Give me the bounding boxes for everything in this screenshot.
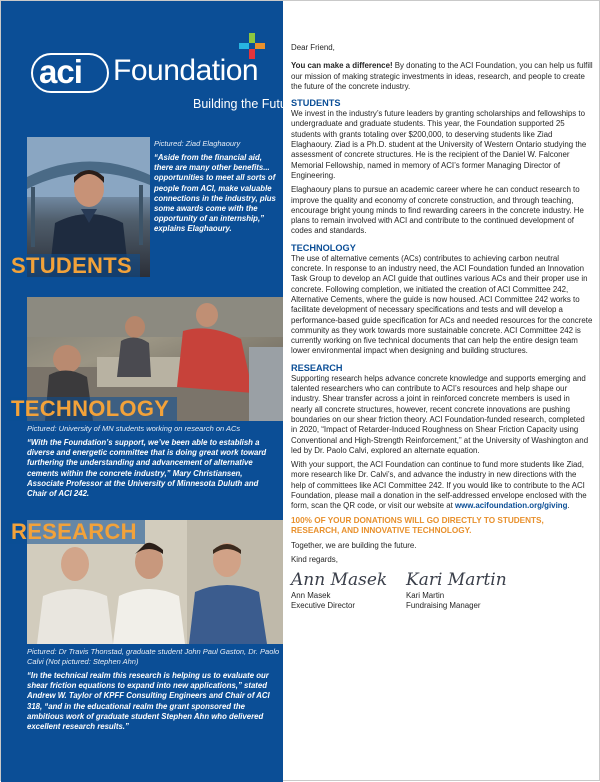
students-caption: Pictured: Ziad Elaghaoury [154, 139, 241, 148]
research-heading: RESEARCH [291, 362, 343, 373]
aci-foundation-logo [21, 31, 298, 111]
technology-heading: TECHNOLOGY [291, 242, 356, 253]
logo-aci-text: aci [39, 53, 82, 90]
giving-link[interactable]: www.acifoundation.org/giving [455, 501, 568, 511]
research-paragraph: Supporting research helps advance concrete knowledge and supports emerging and talented researchers who can contribute to ACI’s resources and help shape our industry. Shear transfer across a joint in reinforced concrete members is used in nearly all concrete structures, however, recent concrete innovations are pushing boundaries on our shear friction theory. ACI Foundation-funded research, completed in 2020, “Impact of Retarder-Induced Roughness on Shear Friction Capacity using Conventional and High-Strength Reinforcement,” at the University of Washington and led by Dr. Paolo Calvi, explored an alternate equation. [291, 373, 589, 455]
kari-martin-name: Kari Martin [406, 591, 445, 601]
technology-paragraph: The use of alternative cements (ACs) contributes to achieving carbon neutral concrete. In response to an industry need, the ACI Foundation funded an Innovation Task Group to develop an ACI guide that outlines various ACs and their proper use in concrete. Following completion, we initiated the creation of ACI Committee 242, Alternative Cements, where the guide is now housed. ACI Committee 242 works to facilitate development of necessary specifications and tests and will develop a performance-based guide specification for ACs and needed resources for the concrete community as they work towards more sustainable concrete. ACI Committee 242 is currently working on five technical documents that can help the entire design team lower environmental impact when designing and building structures. [291, 253, 593, 356]
students-section-label: STUDENTS [7, 254, 140, 278]
students-quote: “Aside from the financial aid, there are many other benefits... opportunities to meet all sorts of people from ACI, make valuable connections in the industry, plus some awards come with the opportunity of an internship,” explains Elaghaoury. [154, 153, 276, 234]
students-heading: STUDENTS [291, 98, 341, 109]
kari-martin-title: Fundraising Manager [406, 601, 481, 611]
kari-martin-signature-script: Kari Martin [406, 570, 507, 591]
closing-line: Together, we are building the future. [291, 540, 417, 550]
ann-masek-title: Executive Director [291, 601, 356, 611]
donation-callout: 100% OF YOUR DONATIONS WILL GO DIRECTLY TO STUDENTS, RESEARCH, AND INNOVATIVE TECHNOLOGY. [291, 515, 544, 536]
letter-body [291, 9, 593, 777]
signatures [291, 569, 593, 617]
ann-masek-signature-script: Ann Masek [291, 570, 388, 591]
left-sidebar [1, 1, 298, 782]
support-text: With your support, the ACI Foundation can continue to fund more students like Ziad, more research like Dr. Calvi’s, and advance the industry in new directions with the help of committees like ACI Committee 242. If you would like to contribute to the ACI Foundation, please mail a donation in the self-addressed envelope enclosed with the form, scan the QR code, or visit our website at [291, 460, 587, 511]
salutation: Dear Friend, [291, 43, 335, 52]
intro-paragraph [291, 61, 593, 92]
logo-tagline: Building the Future [193, 97, 298, 111]
signature-ann-masek [291, 569, 387, 611]
research-caption: Pictured: Dr Travis Thonstad, graduate student John Paul Gaston, Dr. Paolo Calvi (Not pictured: Stephen Ahn) [27, 647, 280, 666]
support-paragraph [291, 460, 593, 511]
support-end: . [567, 501, 570, 511]
students-paragraph-2: Elaghaoury plans to pursue an academic career where he can conduct research to improve the quality and economy of concrete construction, and through teaching, encourage bright young minds to find rewarding careers in the concrete industry. He plans to remain involved with ACI and contribute to the continued development of codes and standards. [291, 185, 584, 236]
research-section-label: RESEARCH [7, 520, 145, 544]
technology-caption: Pictured: University of MN students working on research on ACs [27, 424, 241, 433]
ann-masek-name: Ann Masek [291, 591, 331, 601]
logo-foundation-text: Foundation [113, 54, 259, 87]
intro-rest: By donating to the ACI Foundation, you can help us fulfill our mission of making strategic investments in ideas, research, and people to create the future of the concrete industry. [291, 61, 593, 91]
signature-kari-martin [406, 569, 507, 611]
research-quote: “In the technical realm this research is helping us to evaluate our shear friction equations to expand into new applications,” stated Andrew W. Taylor of KPFF Consulting Engineers and Chair of ACI 318, “and in the educational realm the grant sponsored the ambitious work of graduate student Stephen Ahn who delivered excellent research results.” [27, 671, 270, 732]
technology-quote: “With the Foundation’s support, we’ve been able to establish a diverse and energetic committee that is doing great work toward furthering the understanding and advancement of alternative cements within the concrete industry,” Mary Christiansen, Associate Professor at the University of Minnesota Duluth and Chair of ACI 242. [27, 438, 267, 499]
kind-regards: Kind regards, [291, 555, 338, 565]
intro-bold: You can make a difference! [291, 61, 393, 71]
technology-section-label: TECHNOLOGY [7, 397, 177, 421]
students-paragraph-1: We invest in the industry’s future leaders by granting scholarships and fellowships to undergraduate and graduate students. This year, the Foundation supported 25 students with grants totaling over $200,000, to deserving students like Ziad Elaghaoury. Ziad is a Ph.D. student at the University of Western Ontario studying the assessment of concrete structures. He is the recipient of the Daniel W. Falconer Memorial Fellowship, named in memory of ACI’s former Managing Director of Engineering. [291, 109, 587, 180]
